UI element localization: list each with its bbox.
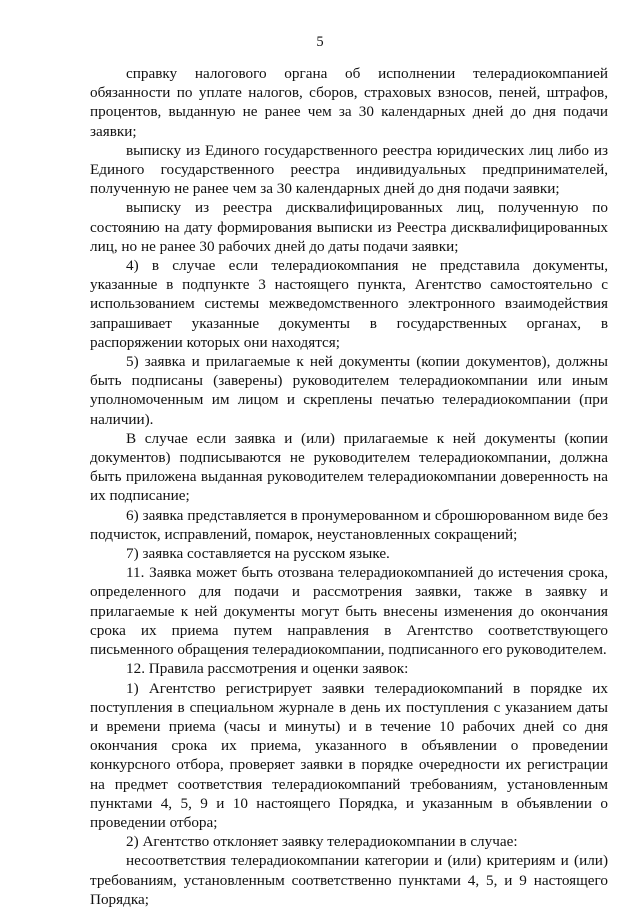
paragraph: несоответствия телерадиокомпании категории и (или) критериям и (или) требованиям, установленным соответственно пунктами 4, 5, и 9 настоящего Порядка; <box>90 852 608 908</box>
paragraph: 6) заявка представляется в пронумерованном и сброшюрованном виде без подчисток, исправлений, помарок, неустановленных сокращений; <box>90 506 608 543</box>
paragraph: 1) Агентство регистрирует заявки телерадиокомпаний в порядке их поступления в специальном журнале в день их поступления с указанием даты и времени приема (часы и минуты) и в течение 10 рабочих дней со дня окончания срока их приема, указанного в объявлении о проведении конкурсного отбора, проверяет заявки в порядке очередности их регистрации на предмет соответствия телерадиокомпаний требованиям, установленным пунктами 4, 5, 9 и 10 настоящего Порядка, и указанным в объявлении о проведении отбора; <box>90 679 608 831</box>
paragraph: 2) Агентство отклоняет заявку телерадиокомпании в случае: <box>126 833 518 851</box>
paragraph: выписку из Единого государственного реестра юридических лиц либо из Единого государственного реестра индивидуальных предпринимателей, полученную не ранее чем за 30 календарных дней до дня подачи заявки; <box>90 141 608 198</box>
document-body <box>90 64 608 909</box>
paragraph: 11. Заявка может быть отозвана телерадиокомпанией до истечения срока, определенного для подачи и рассмотрения заявки, также в заявку и прилагаемые к ней документы могут быть внесены изменения до окончания срока их приема путем направления в Агентство соответствующего письменного обращения телерадиокомпании, подписанного его руководителем. <box>90 564 608 659</box>
paragraph: выписку из реестра дисквалифицированных лиц, полученную по состоянию на дату формирования выписки из Реестра дисквалифицированных лиц, но не ранее 30 рабочих дней до даты подачи заявки; <box>90 199 608 255</box>
paragraph: 7) заявка составляется на русском языке. <box>126 545 390 563</box>
paragraph: 12. Правила рассмотрения и оценки заявок: <box>126 660 409 678</box>
page-number: 5 <box>316 34 324 50</box>
paragraph: В случае если заявка и (или) прилагаемые к ней документы (копии документов) подписываются не руководителем телерадиокомпании, должна быть приложена выданная руководителем телерадиокомпании доверенность на их подписание; <box>90 429 608 505</box>
paragraph: 5) заявка и прилагаемые к ней документы (копии документов), должны быть подписаны (заверены) руководителем телерадиокомпании или иным уполномоченным им лицом и скреплены печатью телерадиокомпании (при наличии). <box>90 353 608 428</box>
paragraph: справку налогового органа об исполнении телерадиокомпанией обязанности по уплате налогов, сборов, страховых взносов, пеней, штрафов, процентов, выданную не ранее чем за 30 календарных дней до дня подачи заявки; <box>90 65 608 140</box>
paragraph: 4) в случае если телерадиокомпания не представила документы, указанные в подпункте 3 настоящего пункта, Агентство самостоятельно с использованием системы межведомственного электронного взаимодействия запрашивает указанные документы в государственных органах, в распоряжении которых они находятся; <box>90 257 608 351</box>
